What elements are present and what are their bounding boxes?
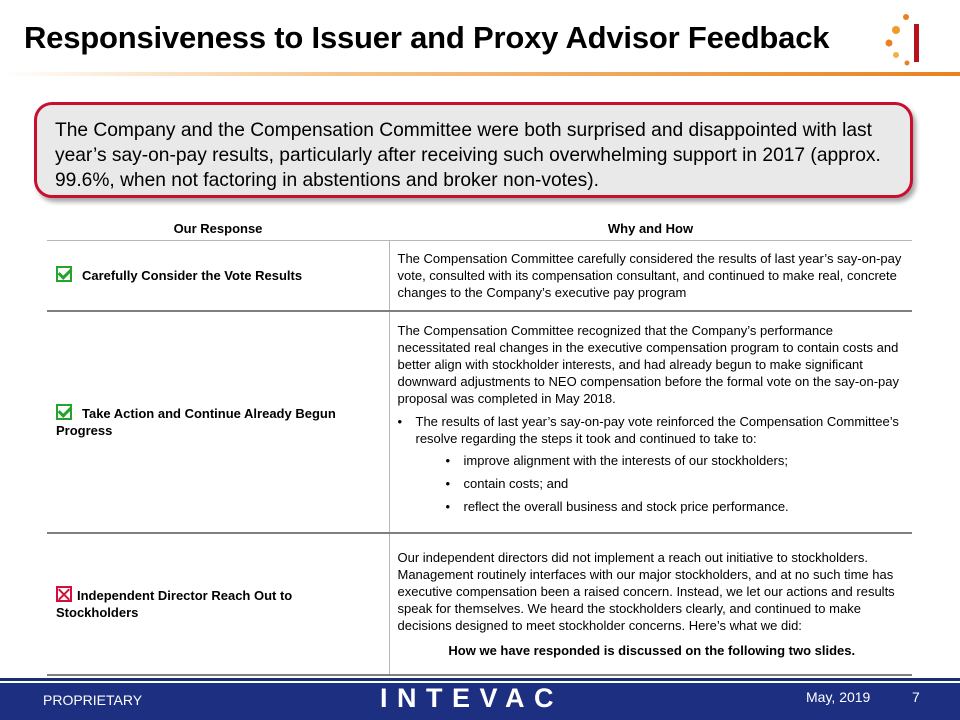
table-row — [47, 241, 912, 311]
x-box-icon — [56, 586, 72, 602]
why-text: The Compensation Committee carefully considered the results of last year’s say-on-pay vote, consulted with its compensation consultant, and continued to make real, concrete changes to the Company’s executive pay program — [397, 250, 902, 300]
response-cell — [47, 533, 389, 675]
slide-title: Responsiveness to Issuer and Proxy Advisor Feedback — [24, 20, 830, 55]
check-box-icon — [56, 404, 72, 420]
check-box-icon — [56, 266, 72, 282]
intevac-logo-icon — [880, 12, 930, 68]
sub-bullet-item: • improve alignment with the interests of our stockholders; — [398, 452, 907, 469]
response-table — [47, 216, 912, 676]
title-divider — [0, 72, 960, 76]
response-cell — [47, 311, 389, 533]
table-row — [47, 311, 912, 533]
header-why-and-how: Why and How — [389, 216, 912, 241]
footer-proprietary: PROPRIETARY — [43, 692, 143, 708]
footer-date: May, 2019 — [806, 689, 871, 705]
response-label: Carefully Consider the Vote Results — [82, 268, 303, 284]
why-cell — [389, 241, 912, 311]
page-number: 7 — [912, 689, 920, 705]
footer-brand: INTEVAC — [380, 683, 564, 713]
note-text: How we have responded is discussed on the following two slides. — [448, 642, 856, 658]
response-label: Take Action and Continue Already Begun Progress — [56, 406, 336, 438]
header-our-response: Our Response — [47, 216, 389, 241]
callout-box: The Company and the Compensation Committee were both surprised and disappointed with last year’s say-on-pay results, particularly after receiving such overwhelming support in 2017 (approx. 99.6%, when not factoring in abstentions and broker non-votes). — [34, 102, 913, 198]
why-cell — [389, 311, 912, 533]
table-row — [47, 533, 912, 675]
why-cell — [389, 533, 912, 675]
sub-bullet-item: • reflect the overall business and stock price performance. — [398, 498, 907, 515]
footer-divider — [0, 678, 960, 681]
response-cell — [47, 241, 389, 311]
response-label: Independent Director Reach Out to Stockholders — [56, 588, 293, 620]
sub-bullet-item: • contain costs; and — [398, 475, 907, 492]
why-text: The Compensation Committee recognized that the Company’s performance necessitated real changes in the executive compensation program to contain costs and better align with stockholder interests, and had already begun to make significant downward adjustments to NEO compensation before the formal vote on the say-on-pay proposal was completed in May 2018. — [397, 323, 899, 406]
why-text: Our independent directors did not implement a reach out initiative to stockholders. Management routinely interfaces with our major stockholders, and at no such time has executive compensation been a raised concern. Instead, we let our actions and results speak for themselves. We heard the stockholders clearly, and continued to make decisions designed to meet stockholder concerns. Here’s what we did: — [397, 549, 895, 633]
bullet-item: • The results of last year’s say-on-pay vote reinforced the Compensation Committee’s resolve regarding the steps it took and continued to take to: — [398, 413, 907, 447]
footer-bar — [0, 683, 960, 720]
